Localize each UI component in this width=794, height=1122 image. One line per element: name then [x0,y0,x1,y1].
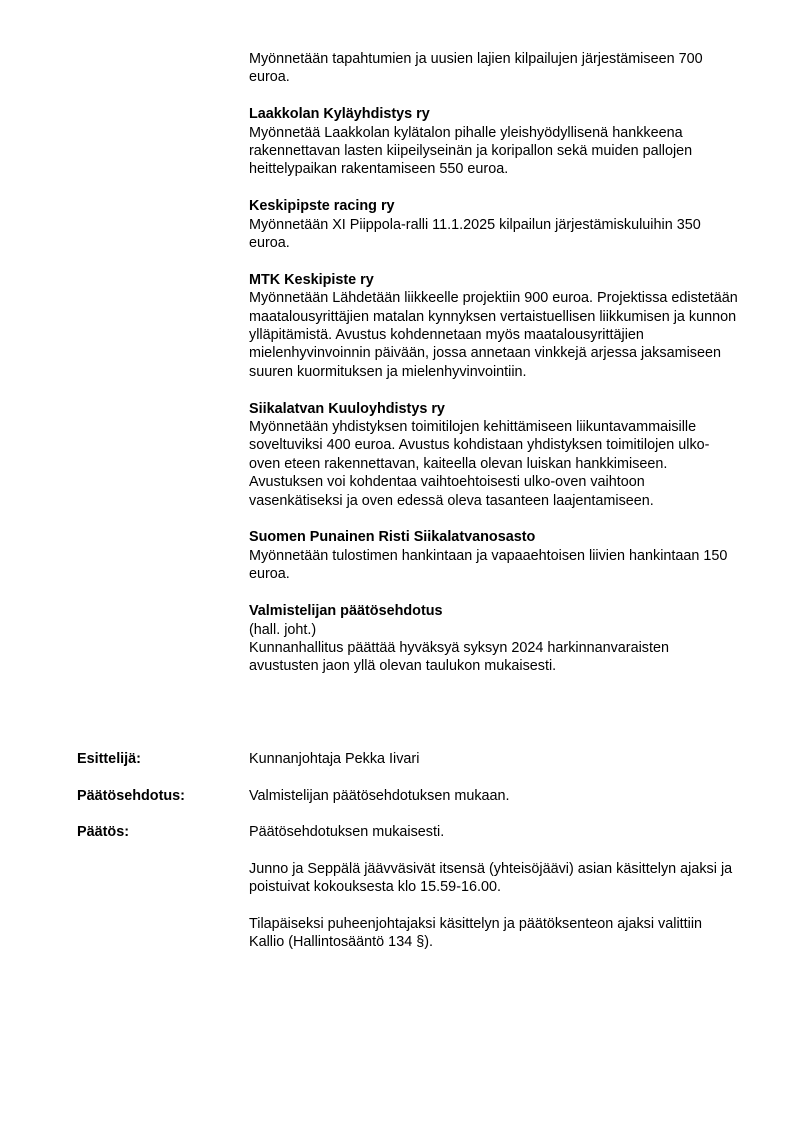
decision-value: Päätösehdotuksen mukaisesti. [249,824,445,840]
section-laakkolan [249,105,739,179]
section-text: Myönnetään yhdistyksen toimitilojen kehittämiseen liikuntavammaisille soveltuviksi 400 euroa. Avustus kohdistaan yhdistyksen toimitilojen ulko-oven eteen rakennettavan, kaiteella olevan luiskan hankkimiseen. Avustuksen voi kohdentaa vaihtoehtoisesti ulko-oven vaihtoon vasenkätiseksi ja oven edessä oleva tasanteen laajentamiseen. [249,419,710,509]
presenter-row [77,750,757,768]
presenter-row-inner [77,750,757,768]
section-text: Myönnetään XI Piippola-ralli 11.1.2025 kilpailun järjestämiskuluihin 350 euroa. [249,216,701,252]
proposal-row-inner [77,787,757,805]
section-title: Siikalatvan Kuuloyhdistys ry [249,400,445,417]
proposal-value: Valmistelijan päätösehdotuksen mukaan. [249,788,510,804]
proposal-subtitle: (hall. joht.) [249,621,317,638]
section-title: Laakkolan Kyläyhdistys ry [249,106,430,123]
presenter-value: Kunnanjohtaja Pekka Iivari [249,751,420,767]
decision-label: Päätös: [77,824,129,840]
decision-row-inner [77,823,757,952]
presenter-label: Esittelijä: [77,751,141,767]
proposal-label: Päätösehdotus: [77,788,185,804]
section-text: Myönnetään Lähdetään liikkeelle projektiin 900 euroa. Projektissa edistetään maatalousyrittäjien matalan kynnyksen vertaistuellisen liikkumisen ja kunnon ylläpitämistä. Avustus kohdennetaan myös maatalousyrittäjien mielenhyvinvoinnin päivään, jossa annetaan vinkkejä arjessa jaksamiseen suuren kuormituksen ja mielenhyvinvointiin. [249,290,738,380]
section-title: Keskipipste racing ry [249,198,395,215]
decision-body [249,823,739,952]
decision-note-jaavi: Junno ja Seppälä jäävväsivät itsensä (yhteisöjäävi) asian käsittelyn ajaksi ja poistuivat kokouksesta klo 15.59-16.00. [249,860,733,896]
proposal-section [249,602,739,676]
spacer [249,897,739,915]
section-spr [249,528,739,583]
proposal-title: Valmistelijan päätösehdotus [249,603,443,620]
intro-text: Myönnetään tapahtumien ja uusien lajien kilpailujen järjestämiseen 700 euroa. [249,51,703,86]
proposal-row [77,787,757,805]
section-mtk [249,271,739,381]
decision-row [77,823,757,952]
section-text: Myönnetää Laakkolan kylätalon pihalle yleishyödyllisenä hankkeena rakennettavan lasten kiipeilyseinän ja koripallon sekä muiden pallojen heittelypaikan rakentamiseen 550 euroa. [249,124,693,178]
section-title: MTK Keskipiste ry [249,271,374,288]
spacer [249,841,739,859]
section-text: Myönnetään tulostimen hankintaan ja vapaaehtoisen liivien hankintaan 150 euroa. [249,547,728,583]
intro-paragraph [249,50,739,87]
proposal-text: Kunnanhallitus päättää hyväksyä syksyn 2024 harkinnanvaraisten avustusten jaon yllä olevan taulukon mukaisesti. [249,639,669,675]
document-body [249,50,739,694]
section-title: Suomen Punainen Risti Siikalatvanosasto [249,529,536,546]
decision-note-chair: Tilapäiseksi puheenjohtajaksi käsittelyn ja päätöksenteon ajaksi valittiin Kallio (Hallintosääntö 134 §). [249,916,703,951]
section-kuuloyhdistys [249,400,739,510]
section-keskipipste [249,197,739,252]
